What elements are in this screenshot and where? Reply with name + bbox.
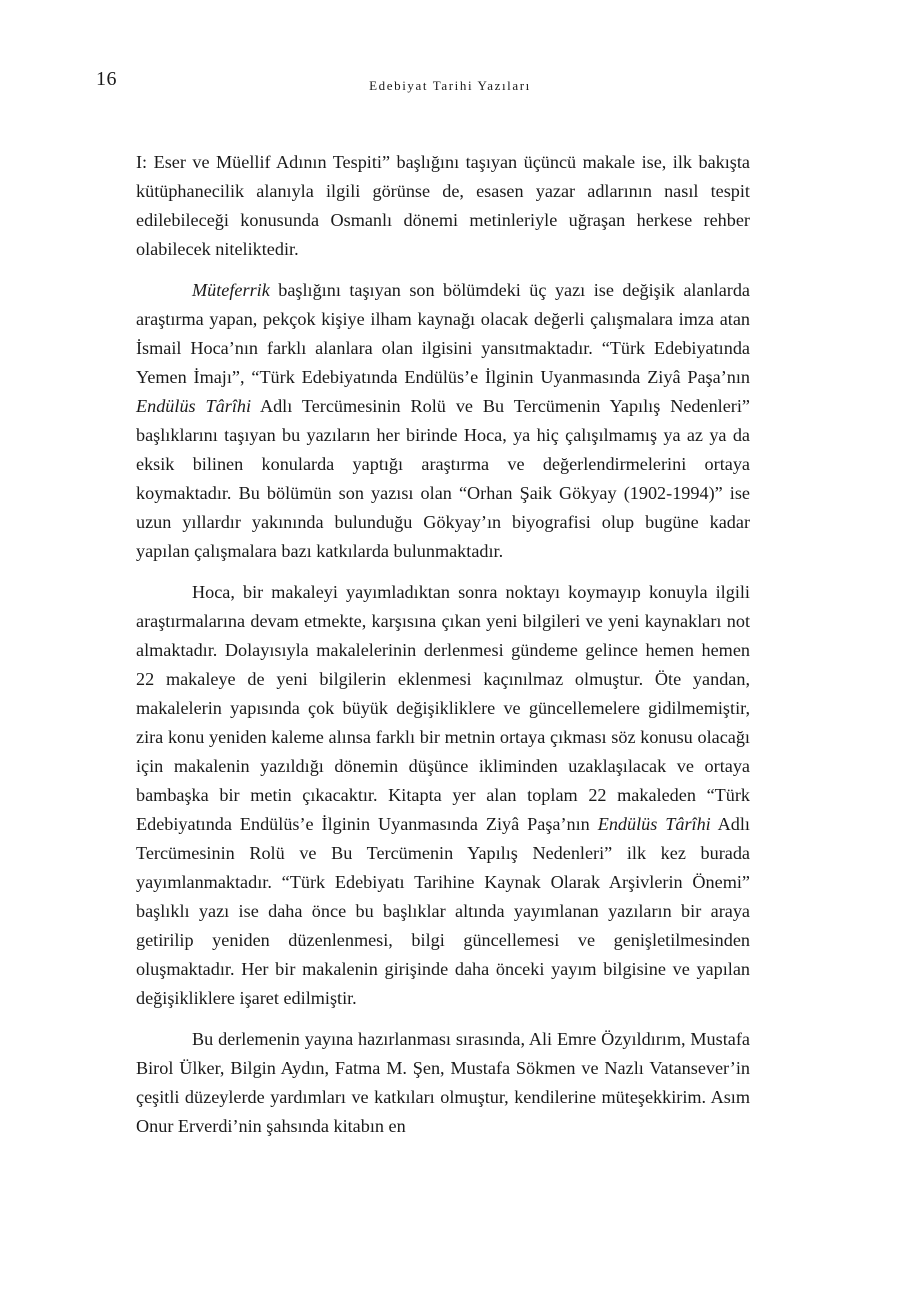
italic-title-endulus-tarihi: Endülüs Târîhi [136,396,252,416]
text-run: Adlı Tercümesinin Rolü ve Bu Tercümenin Yapılış Nedenleri” ilk kez burada yayımlanmaktadır. “Türk Edebiyatı Tarihine Kaynak Olarak Arşivlerin Önemi” başlıklı yazı ise daha önce bu başlıklar altında yayımlanan yazıların bir araya getirilip yeniden düzenlenmesi, bilgi güncellemesi ve genişletilmesinden oluşmaktadır. Her bir makalenin girişinde daha önceki yayım bilgisine ve yapılan değişikliklere işaret edilmiştir. [136,814,750,1008]
text-run: başlığını taşıyan son bölümdeki üç yazı ise değişik alanlarda araştırma yapan, pekçok kişiye ilham kaynağı olacak değerli çalışmalara imza atan İsmail Hoca’nın farklı alanlara olan ilgisini yansıtmaktadır. “Türk Edebiyatında Yemen İmajı”, “Türk Edebiyatında Endülüs’e İlginin Uyanmasında Ziyâ Paşa’nın [136,280,750,387]
body-text [136,148,750,1153]
paragraph-2 [136,276,750,566]
italic-title-endulus-tarihi: Endülüs Târîhi [597,814,711,834]
page-number: 16 [96,68,117,90]
text-run: I: Eser ve Müellif Adının Tespiti” başlığını taşıyan üçüncü makale ise, ilk bakışta kütüphanecilik alanıyla ilgili görünse de, esasen yazar adlarının nasıl tespit edilebileceği konusunda Osmanlı dönemi metinleriyle uğraşan herkese rehber olabilecek niteliktedir. [136,152,750,259]
paragraph-3 [136,578,750,1013]
text-run: Bu derlemenin yayına hazırlanması sırasında, Ali Emre Özyıldırım, Mustafa Birol Ülker, Bilgin Aydın, Fatma M. Şen, Mustafa Sökmen ve Nazlı Vatansever’in çeşitli düzeylerde yardımları ve katkıları olmuştur, kendilerine müteşekkirim. Asım Onur Erverdi’nin şahsında kitabın en [136,1029,750,1136]
italic-term-muteferrik: Müteferrik [192,280,270,300]
paragraph-4 [136,1025,750,1141]
text-run: Hoca, bir makaleyi yayımladıktan sonra noktayı koymayıp konuyla ilgili araştırmalarına devam etmekte, karşısına çıkan yeni bilgileri ve yeni kaynakları not almaktadır. Dolayısıyla makalelerinin derlenmesi gündeme gelince hemen hemen 22 makaleye de yeni bilgilerin eklenmesi kaçınılmaz olmuştur. Öte yandan, makalelerin yapısında çok büyük değişikliklere ve güncellemelere gidilmemiştir, zira konu yeniden kaleme alınsa farklı bir metnin ortaya çıkması söz konusu olacağı için makalenin yazıldığı dönemin düşünce ikliminden uzaklaşılacak ve ortaya bambaşka bir metin çıkacaktır. Kitapta yer alan toplam 22 makaleden “Türk Edebiyatında Endülüs’e İlginin Uyanmasında Ziyâ Paşa’nın [136,582,750,834]
running-header: Edebiyat Tarihi Yazıları [369,78,531,93]
text-run: Adlı Tercümesinin Rolü ve Bu Tercümenin Yapılış Nedenleri” başlıklarını taşıyan bu yazıların her birinde Hoca, ya hiç çalışılmamış ya az ya da eksik bilinen konularda yaptığı araştırma ve değerlendirmelerini ortaya koymaktadır. Bu bölümün son yazısı olan “Orhan Şaik Gökyay (1902-1994)” ise uzun yıllardır yakınında bulunduğu Gökyay’ın biyografisi olup bugüne kadar yapılan çalışmalara bazı katkılarda bulunmaktadır. [136,396,750,561]
paragraph-1 [136,148,750,264]
